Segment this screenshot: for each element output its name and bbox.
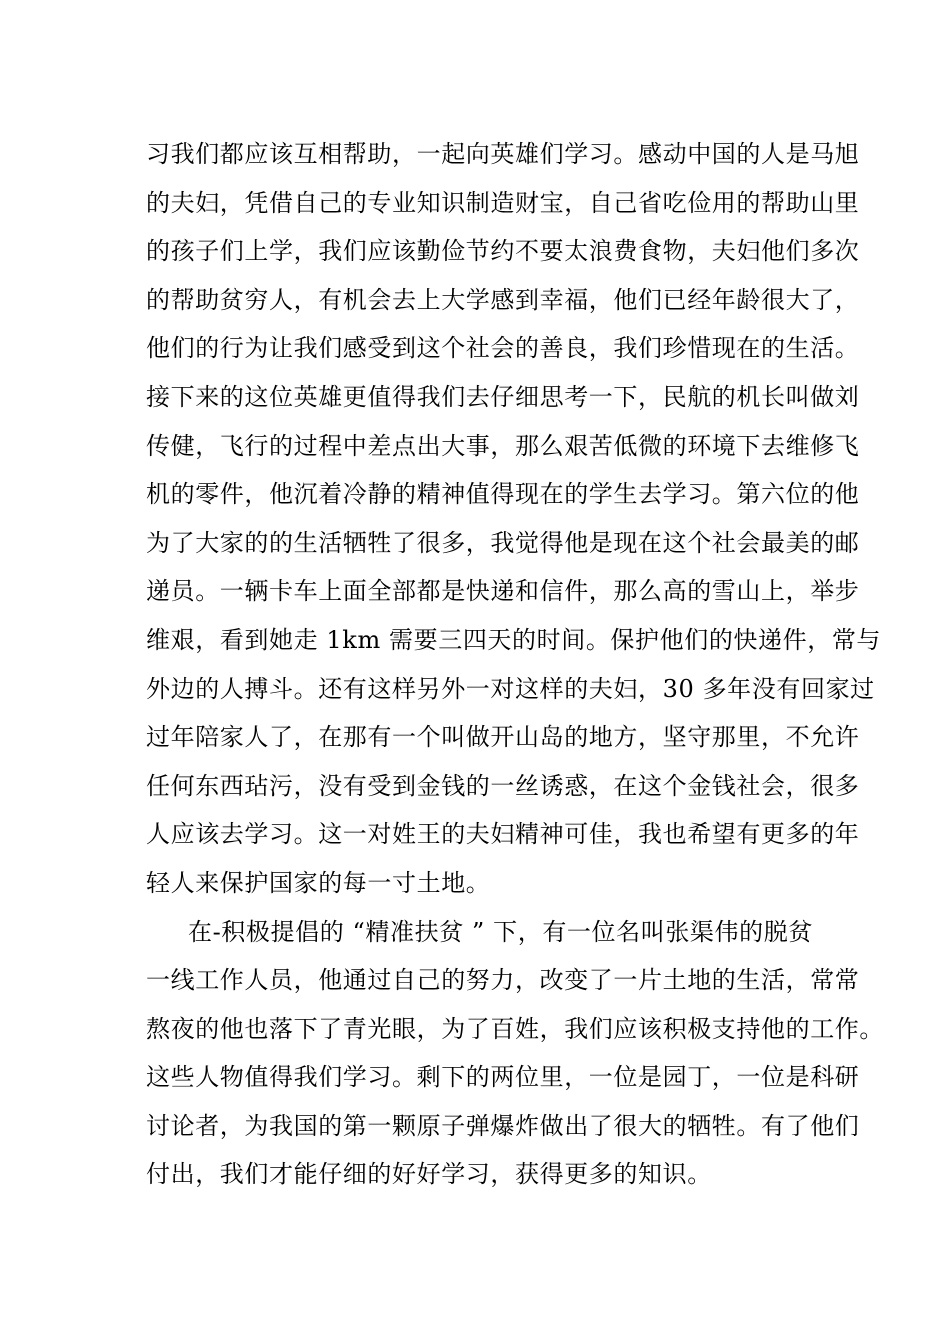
paragraph-line: 任何东西玷污，没有受到金钱的一丝诱惑，在这个金钱社会，很多 xyxy=(146,771,860,800)
paragraph-line: 一线工作人员，他通过自己的努力，改变了一片土地的生活，常常 xyxy=(146,966,860,995)
paragraph-line: 维艰，看到她走 1km 需要三四天的时间。保护他们的快递件，常与 xyxy=(146,625,882,654)
paragraph-line: 讨论者，为我国的第一颗原子弹爆炸做出了很大的牺牲。有了他们 xyxy=(146,1111,860,1140)
paragraph-2 xyxy=(146,908,884,1200)
paragraph-line: 这些人物值得我们学习。剩下的两位里，一位是园丁，一位是科研 xyxy=(146,1063,860,1092)
paragraph-line: 的帮助贫穷人，有机会去上大学感到幸福，他们已经年龄很大了， xyxy=(146,285,860,314)
paragraph-line: 在-积极提倡的 “精准扶贫 ” 下，有一位名叫张渠伟的脱贫 xyxy=(188,917,813,946)
paragraph-line: 过年陪家人了，在那有一个叫做开山岛的地方，坚守那里，不允许 xyxy=(146,723,860,752)
paragraph-1 xyxy=(146,130,882,908)
paragraph-line: 机的零件，他沉着冷静的精神值得现在的学生去学习。第六位的他 xyxy=(146,480,860,509)
paragraph-line: 的夫妇，凭借自己的专业知识制造财宝，自己省吃俭用的帮助山里 xyxy=(146,188,860,217)
document-body xyxy=(146,130,884,1199)
paragraph-line: 外边的人搏斗。还有这样另外一对这样的夫妇，30 多年没有回家过 xyxy=(146,674,875,703)
paragraph-line: 接下来的这位英雄更值得我们去仔细思考一下，民航的机长叫做刘 xyxy=(146,382,860,411)
paragraph-line: 递员。一辆卡车上面全部都是快递和信件，那么高的雪山上，举步 xyxy=(146,577,860,606)
paragraph-line: 付出，我们才能仔细的好好学习，获得更多的知识。 xyxy=(146,1160,712,1189)
paragraph-line: 熬夜的他也落下了青光眼，为了百姓，我们应该积极支持他的工作。 xyxy=(146,1014,884,1043)
paragraph-line: 传健，飞行的过程中差点出大事，那么艰苦低微的环境下去维修飞 xyxy=(146,431,860,460)
paragraph-line: 的孩子们上学，我们应该勤俭节约不要太浪费食物，夫妇他们多次 xyxy=(146,237,860,266)
paragraph-line: 人应该去学习。这一对姓王的夫妇精神可佳，我也希望有更多的年 xyxy=(146,820,860,849)
paragraph-line: 轻人来保护国家的每一寸土地。 xyxy=(146,868,491,897)
paragraph-line: 习我们都应该互相帮助，一起向英雄们学习。感动中国的人是马旭 xyxy=(146,140,860,168)
paragraph-line: 为了大家的的生活牺牲了很多，我觉得他是现在这个社会最美的邮 xyxy=(146,528,860,557)
paragraph-line: 他们的行为让我们感受到这个社会的善良，我们珍惜现在的生活。 xyxy=(146,334,860,363)
